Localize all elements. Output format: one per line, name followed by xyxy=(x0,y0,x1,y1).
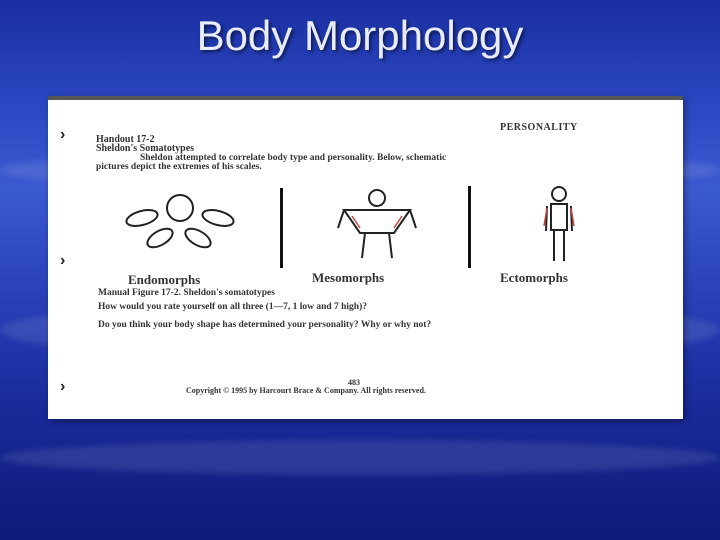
ectomorph-figure-icon xyxy=(534,186,584,266)
intro-text: Sheldon attempted to correlate body type and personality. Below, schematic xyxy=(140,153,447,163)
page-number: 483 xyxy=(348,378,360,387)
margin-bullet: › xyxy=(60,252,66,269)
intro-text: pictures depict the extremes of his scales. xyxy=(96,162,262,172)
background-streak xyxy=(0,440,720,475)
slide-title: Body Morphology xyxy=(196,12,524,59)
divider-line xyxy=(468,186,471,268)
figure-label-mesomorphs: Mesomorphs xyxy=(312,270,385,285)
mesomorph-figure-icon xyxy=(332,188,422,263)
figure-label-ectomorphs: Ectomorphs xyxy=(500,270,568,285)
scanned-handout xyxy=(48,96,683,419)
figure-caption: Manual Figure 17-2. Sheldon's somatotypes xyxy=(98,288,275,298)
divider-line xyxy=(280,188,283,268)
endomorph-figure-icon xyxy=(118,188,238,258)
margin-bullet: › xyxy=(60,378,66,395)
handout-number: Handout 17-2 xyxy=(96,134,155,145)
section-header: PERSONALITY xyxy=(500,122,578,133)
handout-subtitle: Sheldon's Somatotypes xyxy=(96,143,195,154)
question-text: Do you think your body shape has determined your personality? Why or why not? xyxy=(98,320,432,330)
scan-top-border xyxy=(48,96,683,100)
margin-bullet: › xyxy=(60,126,66,143)
question-text: How would you rate yourself on all three (1—7, 1 low and 7 high)? xyxy=(98,302,368,312)
figure-label-endomorphs: Endomorphs xyxy=(128,272,201,287)
copyright-text: Copyright © 1995 by Harcourt Brace & Company. All rights reserved. xyxy=(186,386,426,395)
